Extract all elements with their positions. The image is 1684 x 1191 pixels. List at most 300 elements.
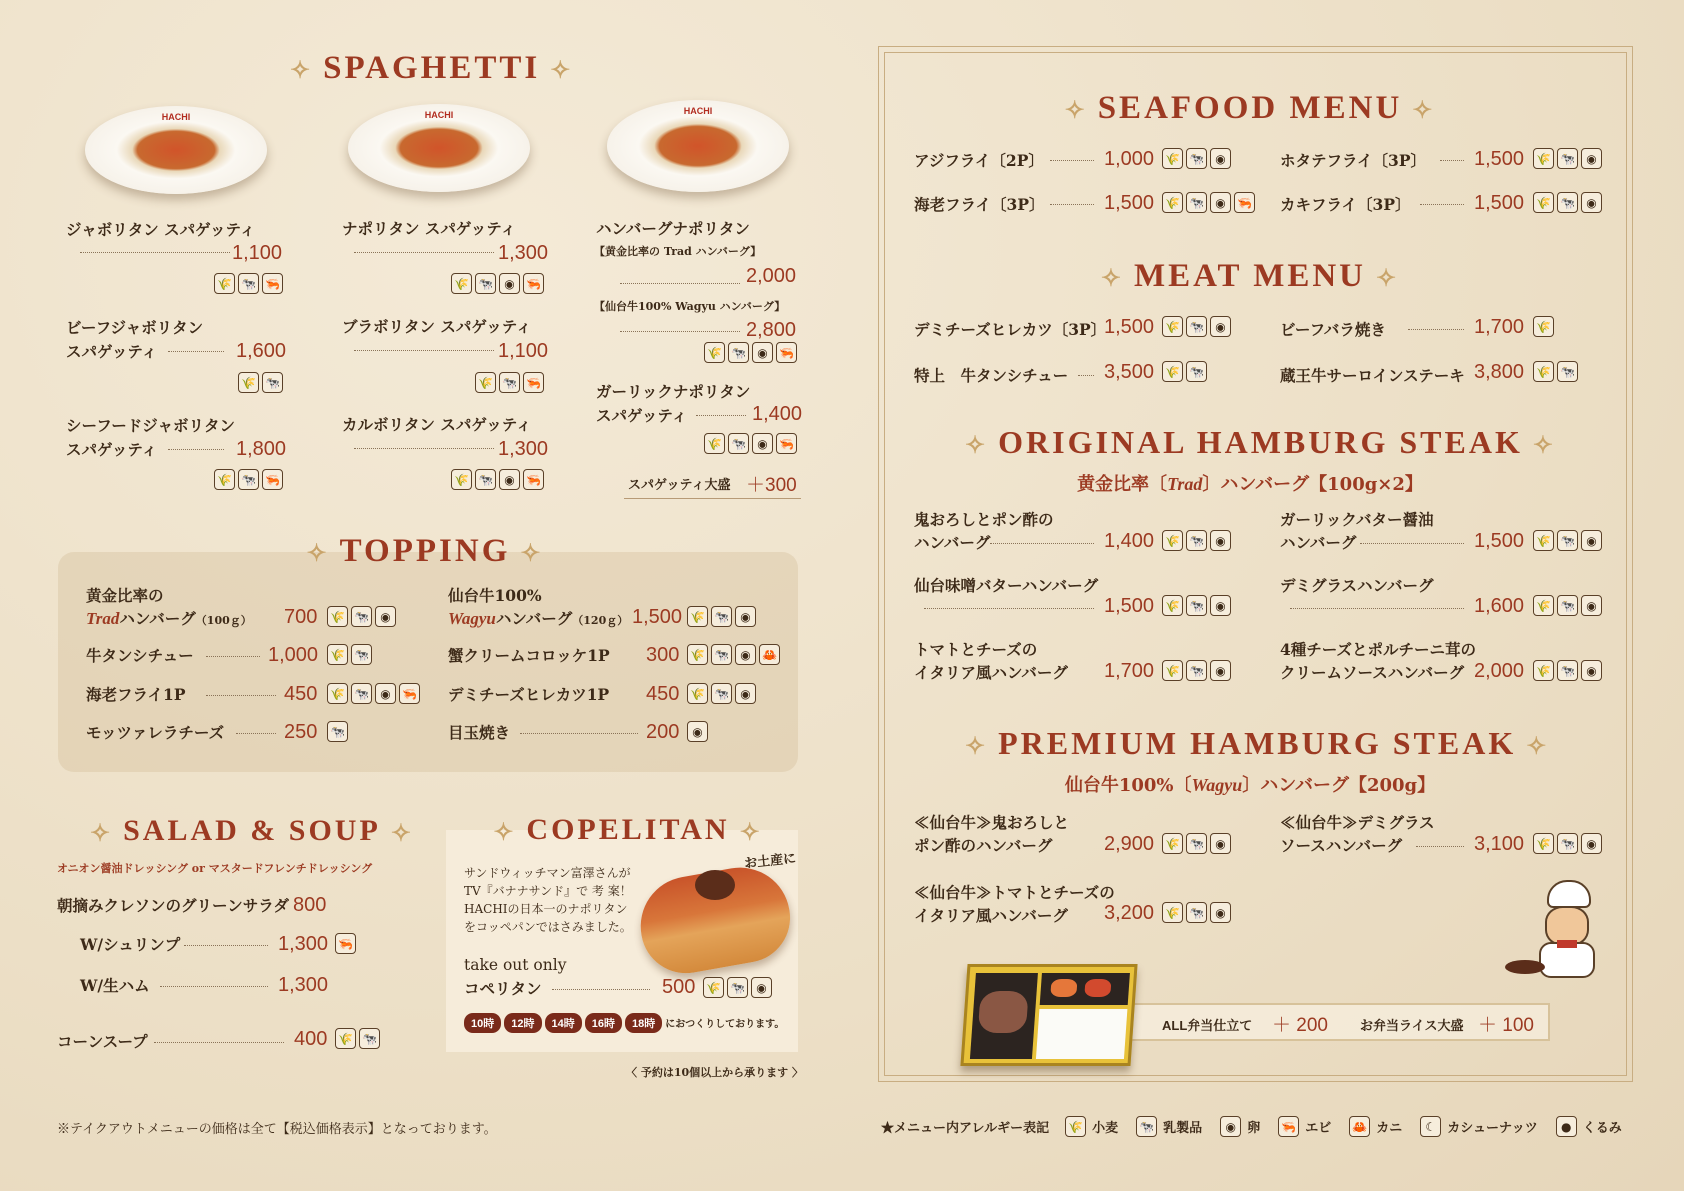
milk-icon: 🐄 [711,606,732,627]
milk-icon: 🐄 [1186,316,1207,337]
egg-icon: ◉ [1220,1116,1241,1137]
egg-icon: ◉ [499,273,520,294]
egg-icon: ◉ [1581,660,1602,681]
seafood-jaboritan-price: 1,800 [236,438,287,460]
meat-heading: ✧ MEAT MENU ✧ [1100,258,1400,294]
egg-icon: ◉ [1581,148,1602,169]
milk-icon: 🐄 [1186,902,1207,923]
dot-leader [168,351,224,352]
hamburg-napolitan-plate-image: HACHI [607,100,789,192]
hamburg-napolitan-name: ハンバーグナポリタン [596,219,750,238]
allergen-icons [1533,316,1554,337]
premium-tomato-price: 3,200 [1104,902,1155,924]
milk-icon: 🐄 [727,977,748,998]
topping-crab-price: 300 [646,644,680,666]
walnut-icon: ● [1556,1116,1577,1137]
copelitan-heading: ✧ COPELITAN ✧ [493,813,763,846]
allergen-icons [687,683,756,704]
corn-soup-name: コーンスープ [57,1032,148,1051]
dot-leader [154,1042,284,1043]
dot-leader [184,945,268,946]
carboritan-name: カルボリタン スパゲッティ [342,415,532,434]
legend-cashew: カシューナッツ [1447,1121,1538,1136]
jaboritan-plate-image: HACHI [85,106,267,194]
allergen-icons [214,273,283,294]
dot-leader [620,331,740,332]
kaki-fry-name: カキフライ〔3P〕 [1280,195,1411,214]
premium-tomato-line2: イタリア風ハンバーグ [914,906,1068,925]
egg-icon: ◉ [735,606,756,627]
egg-icon: ◉ [375,683,396,704]
crab-icon: 🦀 [759,644,780,665]
topping-trad-line2: Tradハンバーグ（100ｇ） [86,609,252,628]
shrimp-icon: 🦐 [1278,1116,1299,1137]
corn-soup-price: 400 [294,1028,328,1050]
green-salad-name: 朝摘みクレソンのグリーンサラダ [57,896,290,915]
tongue-stew-price: 3,500 [1104,361,1155,383]
dot-leader [1078,375,1094,376]
milk-icon: 🐄 [351,606,372,627]
shrimp-icon: 🦐 [399,683,420,704]
aji-fry-name: アジフライ〔2P〕 [914,151,1044,170]
premium-demi-line2: ソースハンバーグ [1280,836,1403,855]
time-pill: 18時 [625,1013,662,1033]
milk-icon: 🐄 [238,273,259,294]
dot-leader [620,283,740,284]
milk-icon: 🐄 [711,644,732,665]
oni-hamburg-line2: ハンバーグ [914,533,991,552]
legend-shrimp: エビ [1305,1121,1332,1136]
copelitan-price: 500 [662,976,696,998]
wheat-icon: 🌾 [1162,833,1183,854]
topping-trad-price: 700 [284,606,318,628]
milk-icon: 🐄 [1557,192,1578,213]
time-pill: 12時 [504,1013,541,1033]
salad-soup-heading: ✧ SALAD & SOUP ✧ [90,814,414,847]
milk-icon: 🐄 [327,721,348,742]
allergen-icons [451,469,544,490]
premium-oni-line1: ≪仙台牛≫鬼おろしと [914,813,1070,832]
egg-icon: ◉ [1210,660,1231,681]
copelitan-desc-4: をコッペパンではさみました。 [464,920,632,934]
tax-note: ※テイクアウトメニューの価格は全て【税込価格表示】となっております。 [57,1122,497,1137]
legend-walnut: くるみ [1582,1121,1622,1136]
wheat-icon: 🌾 [1162,361,1183,382]
allergen-icons [327,606,396,627]
wheat-icon: 🌾 [214,469,235,490]
milk-icon: 🐄 [351,683,372,704]
wheat-icon: 🌾 [1533,595,1554,616]
cashew-icon: ☾ [1420,1116,1441,1137]
milk-icon: 🐄 [475,273,496,294]
allergen-icons [1533,148,1602,169]
allergy-legend [881,1116,1622,1137]
allergen-icons [327,721,348,742]
allergen-icons [1162,361,1207,382]
dot-leader [1290,608,1464,609]
premium-oni-price: 2,900 [1104,833,1155,855]
legend-milk: 乳製品 [1163,1121,1203,1136]
topping-crab-name: 蟹クリームコロッケ1P [448,646,610,665]
wheat-icon: 🌾 [704,342,725,363]
green-salad-price: 800 [293,894,327,916]
copelitan-times: 10時 12時 14時 16時 18時 におつくりしております。 [464,1012,784,1033]
dot-leader [354,350,494,351]
milk-icon: 🐄 [1557,148,1578,169]
dot-leader [1050,160,1094,161]
topping-egg-name: 目玉焼き [448,723,511,742]
topping-tongue-name: 牛タンシチュー [86,646,194,665]
wheat-icon: 🌾 [1162,148,1183,169]
wheat-icon: 🌾 [1533,530,1554,551]
allergen-icons [1533,660,1602,681]
legend-egg: 卵 [1247,1121,1261,1136]
time-pill: 10時 [464,1013,501,1033]
egg-icon: ◉ [1581,530,1602,551]
egg-icon: ◉ [375,606,396,627]
wheat-icon: 🌾 [687,683,708,704]
premium-hamburg-subtitle: 仙台牛100%〔Wagyu〕ハンバーグ【200g】 [1064,775,1436,796]
spaghetti-large-price: ＋300 [746,475,797,496]
egg-icon: ◉ [1210,595,1231,616]
milk-icon: 🐄 [728,342,749,363]
wheat-icon: 🌾 [687,644,708,665]
wheat-icon: 🌾 [451,469,472,490]
allergen-icons [687,721,708,742]
topping-demi-price: 450 [646,683,680,705]
milk-icon: 🐄 [1557,361,1578,382]
wheat-icon: 🌾 [1162,316,1183,337]
garlic-hamburg-price: 1,500 [1474,530,1525,552]
premium-oni-line2: ポン酢のハンバーグ [914,836,1053,855]
tomato-hamburg-line1: トマトとチーズの [914,640,1038,659]
shrimp-icon: 🦐 [776,433,797,454]
original-hamburg-heading: ✧ ORIGINAL HAMBURG STEAK ✧ [965,424,1556,460]
egg-icon: ◉ [735,644,756,665]
cheese-hamburg-line2: クリームソースハンバーグ [1280,663,1465,682]
milk-icon: 🐄 [1136,1116,1157,1137]
spaghetti-large-label: スパゲッティ大盛 [628,478,731,493]
dot-leader [696,415,746,416]
allergen-icons [327,683,420,704]
dot-leader [354,252,494,253]
allergen-icons [475,372,544,393]
hamburg-napolitan-wagyu-price: 2,800 [746,319,797,341]
egg-icon: ◉ [1581,192,1602,213]
beef-jaboritan-name: ビーフジャボリタン [66,318,204,337]
legend-wheat: 小麦 [1092,1121,1119,1136]
dot-leader [1440,160,1464,161]
wheat-icon: 🌾 [335,1028,356,1049]
hamburg-napolitan-trad-sub: 【黄金比率の Trad ハンバーグ】 [594,245,762,258]
milk-icon: 🐄 [475,469,496,490]
topping-heading: ✧ TOPPING ✧ [306,533,544,569]
allergen-icons [451,273,544,294]
allergen-icons [1162,192,1255,213]
wheat-icon: 🌾 [1162,902,1183,923]
copelitan-patty [695,870,735,900]
wheat-icon: 🌾 [475,372,496,393]
milk-icon: 🐄 [1186,833,1207,854]
dot-leader [924,608,1094,609]
kaki-fry-price: 1,500 [1474,192,1525,214]
beef-jaboritan-name-2: スパゲッティ [66,342,158,361]
allergen-icons [1533,595,1602,616]
wheat-icon: 🌾 [327,683,348,704]
spaghetti-heading: ✧ SPAGHETTI ✧ [290,50,574,86]
dot-leader [206,656,260,657]
ebi-fry-price: 1,500 [1104,192,1155,214]
egg-icon: ◉ [735,683,756,704]
egg-icon: ◉ [752,342,773,363]
copelitan-desc-2: TV『バナナサンド』で 考 案！ [464,884,632,898]
beef-bara-name: ビーフバラ焼き [1280,320,1386,339]
milk-icon: 🐄 [1186,148,1207,169]
wheat-icon: 🌾 [1162,660,1183,681]
tongue-stew-name: 特上 牛タンシチュー [914,366,1069,385]
premium-tomato-line1: ≪仙台牛≫トマトとチーズの [914,883,1115,902]
allergen-icons [1162,833,1231,854]
crab-icon: 🦀 [1349,1116,1370,1137]
wheat-icon: 🌾 [704,433,725,454]
topping-mozzarella-name: モッツァレラチーズ [86,723,225,742]
topping-tongue-price: 1,000 [268,644,319,666]
premium-demi-line1: ≪仙台牛≫デミグラス [1280,813,1435,832]
egg-icon: ◉ [752,433,773,454]
milk-icon: 🐄 [1186,192,1207,213]
topping-shrimp-name: 海老フライ1P [86,685,186,704]
topping-egg-price: 200 [646,721,680,743]
shrimp-icon: 🦐 [523,469,544,490]
topping-shrimp-price: 450 [284,683,318,705]
ebi-fry-name: 海老フライ〔3P〕 [914,195,1045,214]
oni-hamburg-line1: 鬼おろしとポン酢の [914,510,1054,529]
allergen-icons [687,606,756,627]
topping-wagyu-price: 1,500 [632,606,683,628]
milk-icon: 🐄 [351,644,372,665]
wheat-icon: 🌾 [451,273,472,294]
shrimp-icon: 🦐 [335,933,356,954]
allergen-icons [335,933,356,954]
napolitan-name: ナポリタン スパゲッティ [342,219,517,238]
allergen-icons [1162,595,1231,616]
milk-icon: 🐄 [359,1028,380,1049]
beef-bara-price: 1,700 [1474,316,1525,338]
milk-icon: 🐄 [1186,361,1207,382]
demiglace-hamburg-price: 1,600 [1474,595,1525,617]
reserve-note: 〈 予約は10個以上から承ります 〉 [626,1066,803,1079]
aji-fry-price: 1,000 [1104,148,1155,170]
shrimp-icon: 🦐 [523,372,544,393]
bento-rice-price: ＋ 100 [1478,1015,1534,1036]
hamburg-napolitan-wagyu-sub: 【仙台牛100% Wagyu ハンバーグ】 [594,300,786,313]
dot-leader [80,252,230,253]
shrimp-icon: 🦐 [262,273,283,294]
dressing-note: オニオン醤油ドレッシング or マスタードフレンチドレッシング [57,862,373,875]
allergen-icons [704,433,797,454]
topping-wagyu-line2: Wagyuハンバーグ（120ｇ） [448,609,629,628]
milk-icon: 🐄 [711,683,732,704]
tomato-hamburg-line2: イタリア風ハンバーグ [914,663,1068,682]
milk-icon: 🐄 [1186,660,1207,681]
original-hamburg-subtitle: 黄金比率〔Trad〕ハンバーグ【100g×2】 [1077,474,1423,495]
dot-leader [990,543,1094,544]
dot-leader [160,986,268,987]
chef-illustration [1505,880,1605,980]
miso-hamburg-name: 仙台味噌バターハンバーグ [914,576,1099,595]
allergen-icons [335,1028,380,1049]
dot-leader [1050,204,1094,205]
napolitan-price: 1,300 [498,242,549,264]
milk-icon: 🐄 [1557,530,1578,551]
garlic-hamburg-line2: ハンバーグ [1280,533,1357,552]
seafood-jaboritan-name: シーフードジャボリタン [66,416,235,435]
dot-leader [1416,846,1464,847]
allergen-icons [1162,902,1231,923]
wheat-icon: 🌾 [687,606,708,627]
milk-icon: 🐄 [1186,530,1207,551]
dot-leader [206,695,276,696]
milk-icon: 🐄 [1186,595,1207,616]
demi-katsu-price: 1,500 [1104,316,1155,338]
wheat-icon: 🌾 [1162,530,1183,551]
egg-icon: ◉ [1210,192,1231,213]
zao-steak-name: 蔵王牛サーロインステーキ [1280,366,1465,385]
takeout-label: take out only [464,956,567,974]
garlic-napolitan-name: ガーリックナポリタン [596,382,751,401]
wheat-icon: 🌾 [1162,192,1183,213]
divider [624,498,801,499]
souvenir-label: お土産に [743,851,797,872]
bento-all-price: ＋ 200 [1272,1015,1328,1036]
allergen-icons [327,644,372,665]
dot-leader [552,989,650,990]
buraboritan-name: ブラボリタン スパゲッティ [342,317,532,336]
topping-demi-name: デミチーズヒレカツ1P [448,685,610,704]
garlic-napolitan-price: 1,400 [752,403,803,425]
milk-icon: 🐄 [728,433,749,454]
allergen-icons [1162,316,1231,337]
topping-wagyu-line1: 仙台牛100% [448,586,542,605]
salad-shrimp-price: 1,300 [278,933,329,955]
allergen-icons [1533,361,1578,382]
napolitan-plate-image: HACHI [348,104,530,192]
egg-icon: ◉ [687,721,708,742]
hotate-fry-name: ホタテフライ〔3P〕 [1280,151,1426,170]
wheat-icon: 🌾 [238,372,259,393]
seafood-jaboritan-name-2: スパゲッティ [66,440,158,459]
allergen-icons [1162,530,1231,551]
wheat-icon: 🌾 [1533,361,1554,382]
jaboritan-price: 1,100 [232,242,283,264]
legend-title: ★メニュー内アレルギー表記 [881,1121,1050,1136]
wheat-icon: 🌾 [1533,660,1554,681]
cheese-hamburg-price: 2,000 [1474,660,1525,682]
zao-steak-price: 3,800 [1474,361,1525,383]
premium-hamburg-heading: ✧ PREMIUM HAMBURG STEAK ✧ [965,725,1550,761]
premium-demi-price: 3,100 [1474,833,1525,855]
oni-hamburg-price: 1,400 [1104,530,1155,552]
egg-icon: ◉ [1210,148,1231,169]
wheat-icon: 🌾 [327,606,348,627]
dot-leader [520,733,638,734]
garlic-hamburg-line1: ガーリックバター醤油 [1280,510,1434,529]
allergen-icons [1533,192,1602,213]
wheat-icon: 🌾 [214,273,235,294]
egg-icon: ◉ [1581,595,1602,616]
egg-icon: ◉ [1210,316,1231,337]
dot-leader [1420,204,1464,205]
milk-icon: 🐄 [1557,833,1578,854]
shrimp-icon: 🦐 [776,342,797,363]
wheat-icon: 🌾 [1533,192,1554,213]
wheat-icon: 🌾 [703,977,724,998]
egg-icon: ◉ [1210,902,1231,923]
dot-leader [1360,543,1464,544]
allergen-icons [238,372,283,393]
wheat-icon: 🌾 [1065,1116,1086,1137]
wheat-icon: 🌾 [1162,595,1183,616]
wheat-icon: 🌾 [1533,148,1554,169]
allergen-icons [1162,660,1231,681]
allergen-icons [1533,530,1602,551]
dot-leader [168,449,224,450]
bento-all-label: ALL弁当仕立て [1162,1018,1253,1033]
seafood-heading: ✧ SEAFOOD MENU ✧ [1064,90,1436,126]
salad-ham-price: 1,300 [278,974,329,996]
allergen-icons [214,469,283,490]
dot-leader [1408,329,1464,330]
legend-crab: カニ [1376,1121,1403,1136]
egg-icon: ◉ [1210,833,1231,854]
wheat-icon: 🌾 [1533,833,1554,854]
hotate-fry-price: 1,500 [1474,148,1525,170]
shrimp-icon: 🦐 [523,273,544,294]
beef-jaboritan-price: 1,600 [236,340,287,362]
topping-mozzarella-price: 250 [284,721,318,743]
salad-ham-name: W/生ハム [80,976,150,995]
time-pill: 14時 [545,1013,582,1033]
shrimp-icon: 🦐 [1234,192,1255,213]
egg-icon: ◉ [1210,530,1231,551]
milk-icon: 🐄 [1557,660,1578,681]
milk-icon: 🐄 [499,372,520,393]
dot-leader [236,733,276,734]
allergen-icons [1162,148,1231,169]
milk-icon: 🐄 [262,372,283,393]
copelitan-desc-3: HACHIの日本一のナポリタン [464,902,628,916]
salad-shrimp-name: W/シュリンプ [80,935,181,954]
bento-box-image [960,964,1137,1066]
bento-rice-label: お弁当ライス大盛 [1360,1019,1464,1034]
buraboritan-price: 1,100 [498,340,549,362]
milk-icon: 🐄 [238,469,259,490]
hamburg-napolitan-trad-price: 2,000 [746,265,797,287]
allergen-icons [703,977,772,998]
allergen-icons [687,644,780,665]
time-pill: 16時 [585,1013,622,1033]
egg-icon: ◉ [499,469,520,490]
copelitan-desc-1: サンドウィッチマン富澤さんが [464,866,631,880]
copelitan-name: コペリタン [464,979,542,998]
jaboritan-name: ジャボリタン スパゲッティ [66,220,256,239]
egg-icon: ◉ [751,977,772,998]
allergen-icons [1533,833,1602,854]
carboritan-price: 1,300 [498,438,549,460]
egg-icon: ◉ [1581,833,1602,854]
miso-hamburg-price: 1,500 [1104,595,1155,617]
wheat-icon: 🌾 [1533,316,1554,337]
